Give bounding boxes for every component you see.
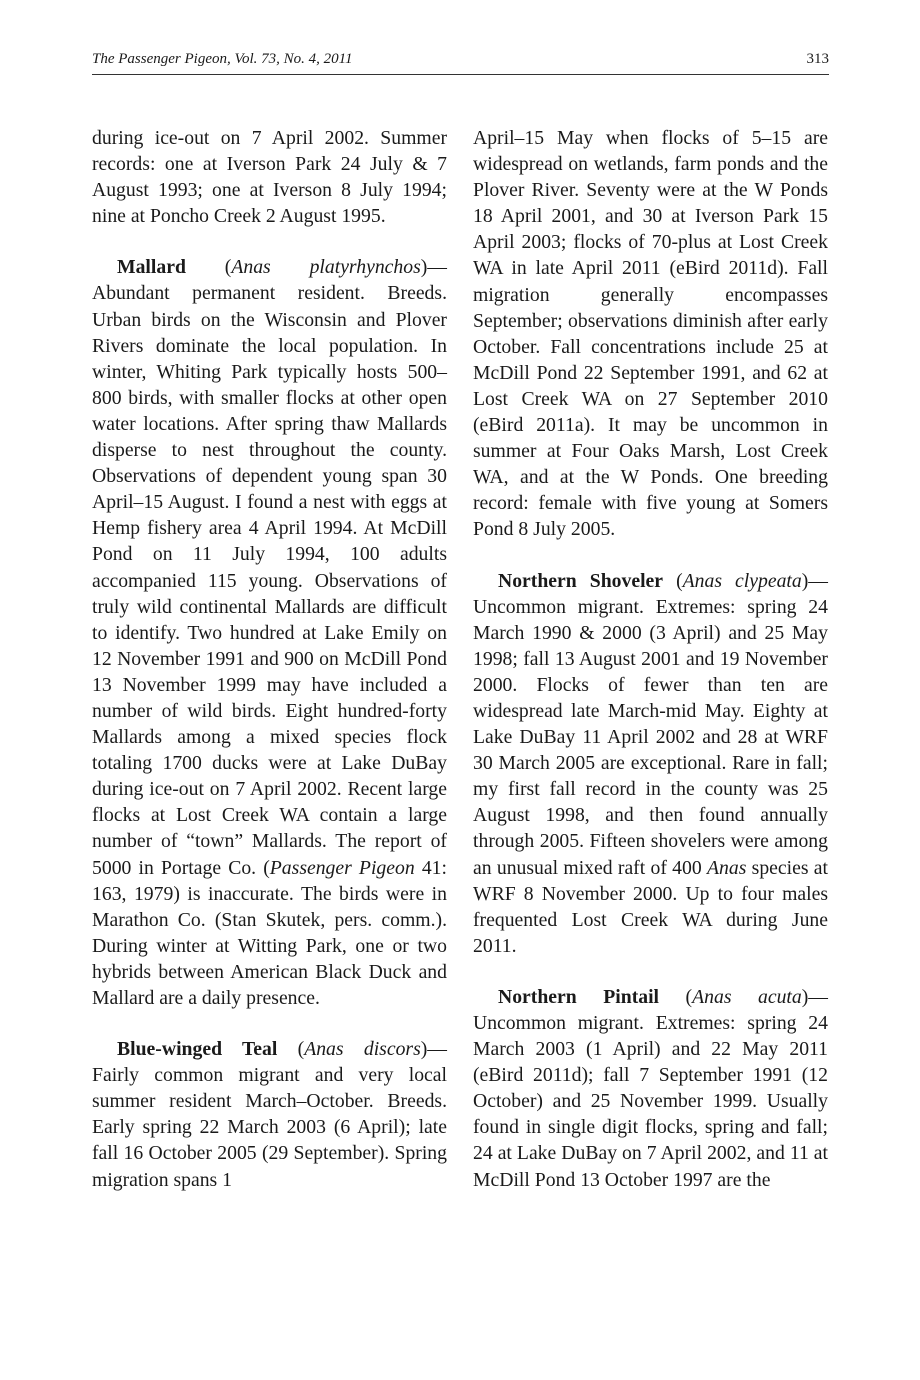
- genus-name: Anas: [707, 856, 747, 879]
- species-text: )—Uncommon migrant. Extremes: spring 24 March 2003 (1 April) and 22 May 2011 (eBird 2011d); fall 7 September 1991 (12 October) and 25 November 1999. Usually found in single digit flocks, spring and fall; 24 at Lake DuBay on 7 April 2002, and 11 at McDill Pond 13 October 1997 are the: [473, 985, 828, 1191]
- species-text: )—Abundant permanent resident. Breeds. Urban birds on the Wisconsin and Plover Rivers dominate the local population. In winter, Whiting Park typically hosts 500–800 birds, with smaller flocks at other open water locations. After spring thaw Mallards disperse to nest throughout the county. Observations of dependent young span 30 April–15 August. I found a nest with eggs at Hemp fishery area 4 April 1994. At McDill Pond on 11 July 1994, 100 adults accompanied 115 young. Observations of truly wild continental Mallards are difficult to identify. Two hundred at Lake Emily on 12 November 1991 and 900 on McDill Pond 13 November 1999 may have included a number of wild birds. Eight hundred-forty Mallards among a mixed species flock totaling 1700 ducks were at Lake DuBay during ice-out on 7 April 2002. Recent large flocks at Lost Creek WA contain a large number of “town” Mallards. The report of 5000 in Portage Co. (: [92, 256, 447, 879]
- species-entry-blue-winged-teal: [92, 1036, 447, 1193]
- paren-open: (: [277, 1038, 305, 1061]
- running-header: [92, 50, 829, 75]
- species-text-tail: species at WRF 8 November 2000. Up to four males frequented Lost Creek WA during June 2011.: [473, 856, 829, 957]
- species-entry-northern-pintail: [473, 984, 828, 1193]
- species-text-tail: 41: 163, 1979) is inaccurate. The birds were in Marathon Co. (Stan Skutek, pers. comm.). During winter at Witting Park, one or two hybrids between American Black Duck and Mallard are a daily presence.: [92, 856, 447, 1009]
- right-column: [473, 125, 828, 1218]
- paragraph-continued: during ice-out on 7 April 2002. Summer records: one at Iverson Park 24 July & 7 August 1993; one at Iverson 8 July 1994; nine at Poncho Creek 2 August 1995.: [92, 127, 447, 228]
- journal-title: The Passenger Pigeon, Vol. 73, No. 4, 2011: [92, 51, 353, 67]
- paren-open: (: [663, 569, 683, 592]
- species-name: Northern Shoveler: [498, 569, 664, 592]
- species-name: Blue-winged Teal: [117, 1038, 278, 1061]
- species-name: Mallard: [117, 256, 186, 279]
- page-number: 313: [806, 51, 829, 67]
- species-text: )—Uncommon migrant. Extremes: spring 24 March 1990 & 2000 (3 April) and 25 May 1998; fall 13 August 2001 and 19 November 2000. Flocks of fewer than ten are widespread late March-mid May. Eighty at Lake DuBay 11 April 2002 and 28 at WRF 30 March 2005 are exceptional. Rare in fall; my first fall record in the county was 25 August 1998, and then found annually through 2005. Fifteen shovelers were among an unusual mixed raft of 400: [473, 569, 828, 879]
- scientific-name: Anas acuta: [692, 985, 802, 1008]
- paragraph-continued: April–15 May when flocks of 5–15 are widespread on wetlands, farm ponds and the Plover River. Seventy were at the W Ponds 18 April 2001, and 30 at Iverson Park 15 April 2003; flocks of 70-plus at Lost Creek WA in late April 2011 (eBird 2011d). Fall migration generally encompasses September; observations diminish after early October. Fall concentrations include 25 at McDill Pond 22 September 1991, and 62 at Lost Creek WA on 27 September 2010 (eBird 2011a). It may be uncommon in summer at Four Oaks Marsh, Lost Creek WA, and at the W Ponds. One breeding record: female with five young at Somers Pond 8 July 2005.: [473, 127, 828, 541]
- journal-reference: Passenger Pigeon: [269, 856, 415, 879]
- paren-open: (: [659, 985, 693, 1008]
- paren-open: (: [185, 256, 232, 279]
- scientific-name: Anas clypeata: [682, 569, 802, 592]
- species-name: Northern Pintail: [498, 985, 660, 1008]
- left-column: [92, 125, 447, 1218]
- species-text: )—Fairly common migrant and very local summer resident March–October. Breeds. Early spring 22 March 2003 (6 April); late fall 16 October 2005 (29 September). Spring migration spans 1: [92, 1038, 447, 1191]
- scientific-name: Anas platyrhynchos: [231, 256, 421, 279]
- species-entry-mallard: [92, 254, 447, 1011]
- scientific-name: Anas discors: [304, 1038, 421, 1061]
- species-entry-northern-shoveler: [473, 568, 828, 959]
